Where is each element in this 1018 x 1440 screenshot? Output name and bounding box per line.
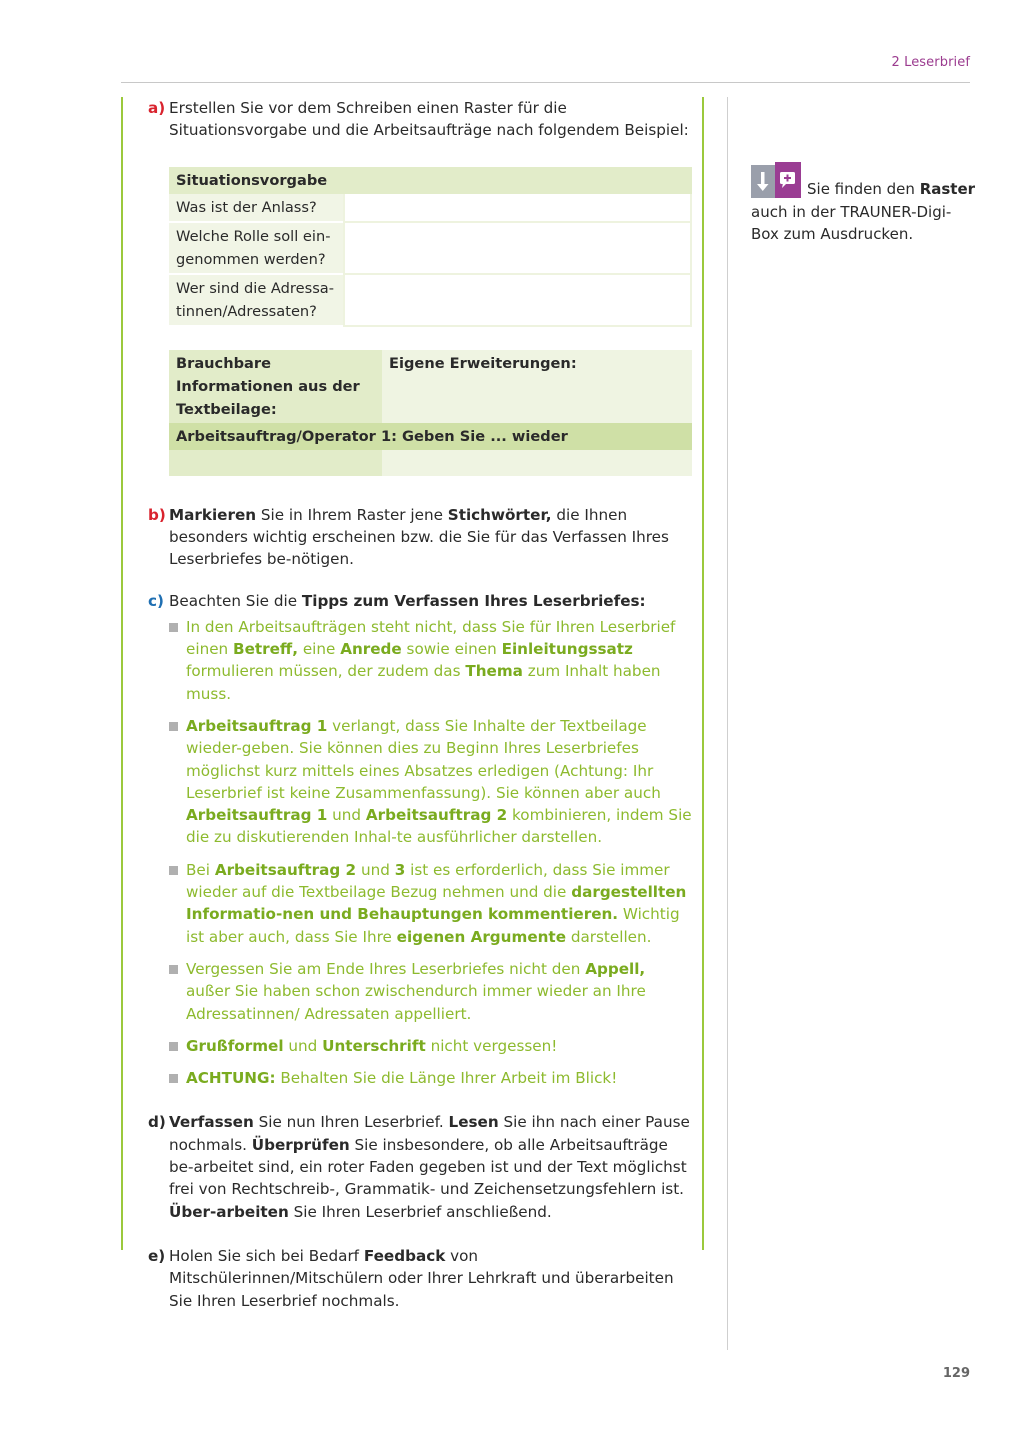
text: auch in der TRAUNER-Digi-Box zum Ausdrucken. — [751, 202, 952, 243]
bold-term: Überprüfen — [251, 1135, 350, 1154]
bold-term: Verfassen — [169, 1113, 254, 1132]
text: und — [356, 860, 395, 879]
sidebar-note — [751, 162, 976, 246]
answer-cell — [343, 223, 692, 275]
text: und — [327, 806, 366, 825]
text: und — [283, 1036, 323, 1055]
task-text — [169, 1247, 674, 1310]
question-cell: Wer sind die Adressa-tinnen/Adressaten? — [169, 275, 343, 327]
text: Wichtig ist aber auch, dass Sie Ihre — [186, 905, 680, 946]
tip-item — [167, 1067, 693, 1089]
text: außer Sie haben schon zwischendurch immer wieder an Ihre Adressatinnen/ Adressaten appelliert. — [186, 982, 646, 1023]
square-bullet-icon — [169, 965, 178, 974]
text: Bei — [186, 860, 215, 879]
square-bullet-icon — [169, 722, 178, 731]
bold-term: Grußformel — [186, 1036, 284, 1055]
tips-list — [148, 616, 693, 1090]
information-table — [169, 350, 692, 476]
text: von Mitschülerinnen/Mitschülern oder Ihrer Lehrkraft und überarbeiten Sie Ihren Leserbrief nochmals. — [169, 1246, 674, 1310]
table-row — [169, 275, 692, 327]
task-label: a) — [148, 99, 166, 117]
task-label: c) — [148, 592, 164, 611]
column-header: Brauchbare Informationen aus der Textbeilage: — [169, 350, 382, 423]
text: Sie insbesondere, ob alle Arbeitsaufträge be-arbeitet sind, ein roter Faden gegeben ist und der Text möglichst frei von Rechtschreib-, Grammatik- und Zeichensetzungsfehlern ist. — [169, 1135, 687, 1199]
text: In den Arbeitsaufträgen steht nicht, dass Sie für Ihren Leserbrief einen — [186, 617, 676, 659]
text: Sie ihn nach einer Pause nochmals. — [169, 1113, 690, 1154]
task-text — [169, 1113, 690, 1220]
running-head: 2 Leserbrief — [891, 55, 970, 70]
bold-term: Lesen — [448, 1113, 499, 1132]
bold-term: dargestellten Informatio-nen und Behauptungen kommentieren. — [186, 883, 687, 924]
text: darstellen. — [566, 927, 652, 946]
square-bullet-icon — [169, 866, 178, 875]
text: eine — [298, 640, 341, 659]
question-cell: Welche Rolle soll ein-genommen werden? — [169, 223, 343, 275]
bold-term: Arbeitsauftrag 2 — [365, 806, 508, 825]
square-bullet-icon — [169, 1074, 178, 1083]
text: Beachten Sie die — [169, 592, 302, 611]
bold-term: Arbeitsauftrag 1 — [186, 806, 328, 825]
task-e — [148, 1245, 693, 1312]
square-bullet-icon — [169, 1042, 178, 1051]
task-label: e) — [148, 1246, 166, 1265]
page-number: 129 — [942, 1366, 970, 1381]
bold-term: Einleitungssatz — [501, 640, 633, 659]
text: sowie einen — [401, 640, 502, 659]
table-row — [169, 223, 692, 275]
text: formulieren müssen, der zudem das — [186, 662, 466, 681]
bold-term: 3 — [394, 860, 406, 879]
situation-table — [169, 167, 692, 327]
task-c — [148, 590, 693, 612]
table-row — [169, 194, 692, 223]
left-green-bar — [121, 97, 123, 1250]
bold-term: Tipps zum Verfassen Ihres Leserbriefes: — [301, 592, 646, 611]
square-bullet-icon — [169, 623, 178, 632]
task-text: Erstellen Sie vor dem Schreiben einen Raster für die Situationsvorgabe und die Arbeitsaufträge nach folgendem Beispiel: — [169, 99, 689, 140]
bold-term: Arbeitsauftrag 2 — [214, 860, 357, 879]
column-header: Eigene Erweiterungen: — [382, 350, 692, 423]
tip-item — [167, 715, 693, 849]
task-a — [148, 97, 693, 142]
bold-term: Stichwörter, — [447, 505, 552, 524]
text: verlangt, dass Sie Inhalte der Textbeilage wieder-geben. Sie können dies zu Beginn Ihres Leserbriefes möglichst kurz mittels eines Absatzes erledigen (Achtung: Ihr Leserbrief ist keine Zusammenfassung). Sie können aber auch — [186, 716, 661, 802]
text: die Ihnen besonders wichtig erscheinen bzw. die Sie für das Verfassen Ihres Leserbriefes be-nötigen. — [169, 505, 669, 569]
bold-term: ACHTUNG: — [186, 1069, 276, 1088]
header-rule — [121, 82, 970, 83]
empty-cell — [169, 450, 382, 476]
text: Vergessen Sie am Ende Ihres Leserbriefes nicht den — [186, 959, 586, 978]
bold-term: Raster — [919, 180, 976, 198]
text: ist es erforderlich, dass Sie immer wieder auf die Textbeilage Bezug nehmen und die — [186, 860, 670, 902]
margin-rule — [727, 97, 728, 1350]
text: nicht vergessen! — [425, 1036, 558, 1055]
empty-cell — [382, 450, 692, 476]
question-cell: Was ist der Anlass? — [169, 194, 343, 223]
tip-item — [167, 859, 693, 948]
digibox-icon — [751, 162, 801, 198]
bold-term: Thema — [465, 662, 523, 681]
operator-row: Arbeitsauftrag/Operator 1: Geben Sie ... wieder — [169, 423, 692, 450]
bold-term: Unterschrift — [322, 1036, 426, 1055]
task-b — [148, 504, 693, 571]
text: Holen Sie sich bei Bedarf — [169, 1246, 364, 1265]
text: Behalten Sie die Länge Ihrer Arbeit im Blick! — [275, 1069, 618, 1088]
text: Sie finden den — [807, 180, 920, 198]
answer-cell — [343, 275, 692, 327]
bold-term: Markieren — [169, 505, 257, 524]
task-label: d) — [148, 1113, 166, 1132]
text: Sie Ihren Leserbrief anschließend. — [288, 1202, 552, 1221]
task-d — [148, 1111, 693, 1222]
text: kombinieren, indem Sie die zu diskutierenden Inhal-te ausführlicher darstellen. — [186, 806, 692, 847]
text: Sie nun Ihren Leserbrief. — [253, 1113, 449, 1132]
bold-term: Appell, — [585, 959, 646, 978]
tip-item — [167, 958, 693, 1025]
bold-term: Betreff, — [233, 640, 298, 659]
answer-cell — [343, 194, 692, 223]
tip-item — [167, 1035, 693, 1057]
bold-term: eigenen Argumente — [396, 927, 566, 946]
table-header: Situationsvorgabe — [169, 167, 692, 194]
bold-term: Arbeitsauftrag 1 — [186, 716, 328, 735]
text: zum Inhalt haben muss. — [186, 662, 661, 703]
bold-term: Anrede — [340, 640, 402, 659]
text: Sie in Ihrem Raster jene — [256, 505, 448, 524]
bold-term: Über-arbeiten — [169, 1202, 289, 1221]
right-green-bar — [702, 97, 704, 1250]
bold-term: Feedback — [363, 1246, 446, 1265]
tip-item — [167, 616, 693, 705]
task-label: b) — [148, 505, 166, 524]
main-column — [148, 97, 693, 1312]
